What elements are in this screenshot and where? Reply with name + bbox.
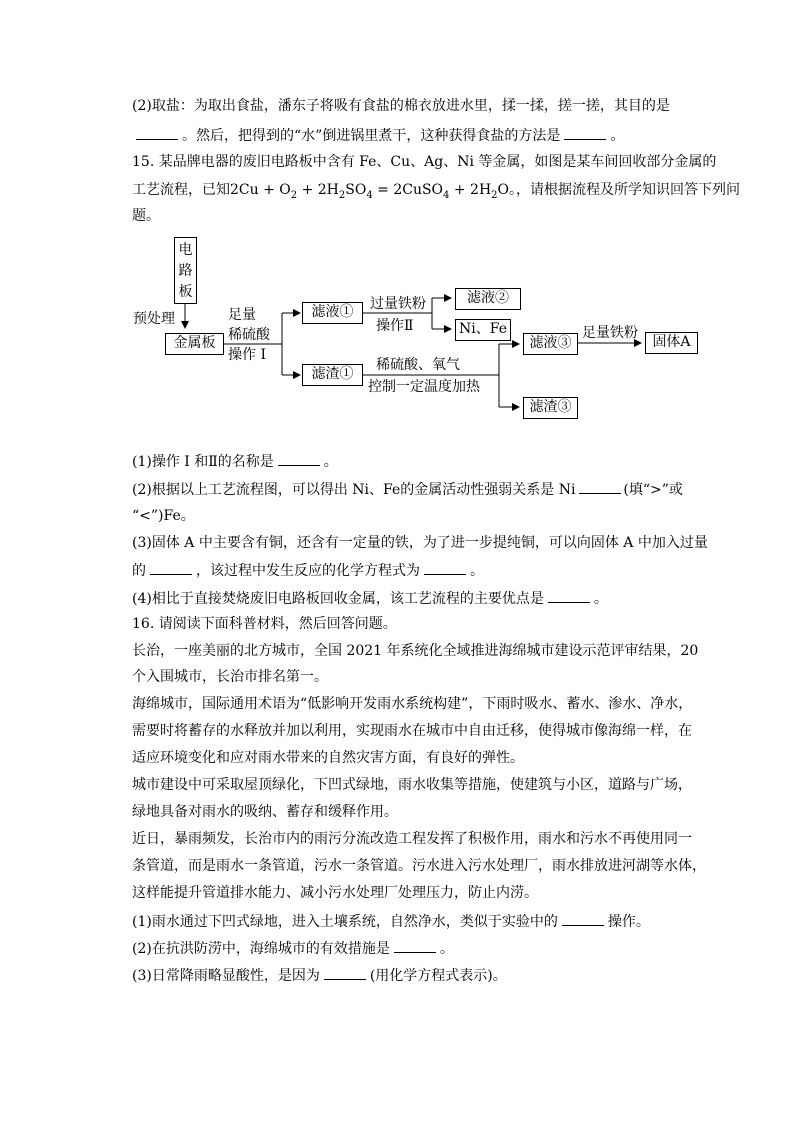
answer-blank[interactable] <box>424 560 466 575</box>
q14-part2-line1: (2)取盐：为取出食盐，潘东子将吸有食盐的棉衣放进水里，揉一揉，搓一搓，其目的是 <box>132 98 670 114</box>
answer-blank[interactable] <box>562 911 604 926</box>
filtrate-1-box: 滤液① <box>302 302 363 324</box>
residue-3-box: 滤渣③ <box>523 397 578 419</box>
q16-para4-line1: 近日，暴雨频发，长治市内的雨污分流改造工程发挥了积极作用，雨水和污水不再使用同一 <box>132 831 692 847</box>
excess-iron-label: 过量铁粉 <box>370 296 426 312</box>
q15-question-1: (1)操作 I 和Ⅱ的名称是 。 <box>132 451 338 472</box>
answer-blank[interactable] <box>150 560 192 575</box>
metal-plate-box: 金属板 <box>165 333 224 355</box>
q16-para2-line3: 适应环境变化和应对雨水带来的自然灾害方面，有良好的弹性。 <box>132 750 524 766</box>
ni-fe-box: Ni、Fe <box>455 319 511 341</box>
q16-para1-line2: 个入围城市，长治市排名第一。 <box>132 669 328 685</box>
operation-1-label: 操作 I <box>228 347 266 363</box>
answer-blank[interactable] <box>579 479 621 494</box>
residue-1-box: 滤渣① <box>302 364 363 386</box>
q15-question-4: (4)相比于直接焚烧废旧电路板回收金属，该工艺流程的主要优点是 。 <box>132 588 608 609</box>
q16-para2-line2: 需要时将蓄存的水释放并加以利用，实现雨水在城市中自由迁移，使得城市像海绵一样，在 <box>132 723 692 739</box>
heat-control-label: 控制一定温度加热 <box>368 379 480 395</box>
q15-question-2: (2)根据以上工艺流程图，可以得出 Ni、Fe的金属活动性强弱关系是 Ni (填“>”或 <box>132 479 683 500</box>
acid-label-2: 稀硫酸 <box>228 327 270 343</box>
answer-blank[interactable] <box>324 965 366 980</box>
enough-iron-label: 足量铁粉 <box>582 325 638 341</box>
q15-question-3: (3)固体 A 中主要含有铜，还含有一定量的铁，为了进一步提纯铜，可以向固体 A 中加入过量 <box>132 535 708 551</box>
q16-para1-line1: 长治，一座美丽的北方城市，全国 2021 年系统化全域推进海绵城市建设示范评审结果，20 <box>132 643 699 659</box>
filtrate-2-box: 滤液② <box>455 288 521 310</box>
q16-question-3: (3)日常降雨略显酸性，是因为 (用化学方程式表示)。 <box>132 965 507 986</box>
q16-para2-line1: 海绵城市，国际通用术语为“低影响开发雨水系统构建”，下雨时吸水、蓄水、渗水、净水， <box>132 696 693 712</box>
q16-para3-line2: 绿地具备对雨水的吸纳、蓄存和缓释作用。 <box>132 804 398 820</box>
answer-blank[interactable] <box>278 451 320 466</box>
q15-intro-line3: 题。 <box>132 208 160 224</box>
solid-a-box: 固体A <box>645 332 698 354</box>
operation-2-label: 操作Ⅱ <box>376 318 414 334</box>
q16-title: 16. 请阅读下面科普材料，然后回答问题。 <box>132 616 397 632</box>
q16-para3-line1: 城市建设中可采取屋顶绿化，下凹式绿地，雨水收集等措施，使建筑与小区，道路与广场， <box>132 777 692 793</box>
acid-label-1: 足量 <box>228 307 256 323</box>
q16-para4-line3: 这样能提升管道排水能力、减小污水处理厂处理压力，防止内涝。 <box>132 885 538 901</box>
pretreat-label: 预处理 <box>133 311 175 327</box>
q14-part2-line2: 。然后，把得到的“水”倒进锅里煮干，这种获得食盐的方法是 。 <box>132 125 624 146</box>
answer-blank[interactable] <box>394 938 436 953</box>
q16-question-1: (1)雨水通过下凹式绿地，进入土壤系统，自然净水，类似于实验中的 操作。 <box>132 911 650 932</box>
q16-para4-line2: 条管道，而是雨水一条管道，污水一条管道。污水进入污水处理厂，雨水排放进河湖等水体， <box>132 858 706 874</box>
circuit-board-box: 电路板 <box>174 237 197 304</box>
acid-oxygen-label: 稀硫酸、氧气 <box>376 357 460 373</box>
filtrate-3-box: 滤液③ <box>523 333 578 355</box>
q15-question-3-cont: 的 ，该过程中发生反应的化学方程式为 。 <box>132 560 484 581</box>
q15-question-2-cont: “<”)Fe。 <box>132 508 195 524</box>
q15-intro-line2: 工艺流程，已知$2Cu + O_2 + 2H_2SO_4$ = 2CuSO$_4$ + $2H_2O$。，请根据流程及所学知识回答下列问 <box>132 182 741 201</box>
q16-question-2: (2)在抗洪防涝中，海绵城市的有效措施是 。 <box>132 938 454 959</box>
q15-intro-line1: 15. 某品牌电器的废旧电路板中含有 Fe、Cu、Ag、Ni 等金属，如图是某车间回收部分金属的 <box>132 154 717 170</box>
answer-blank[interactable] <box>548 588 590 603</box>
